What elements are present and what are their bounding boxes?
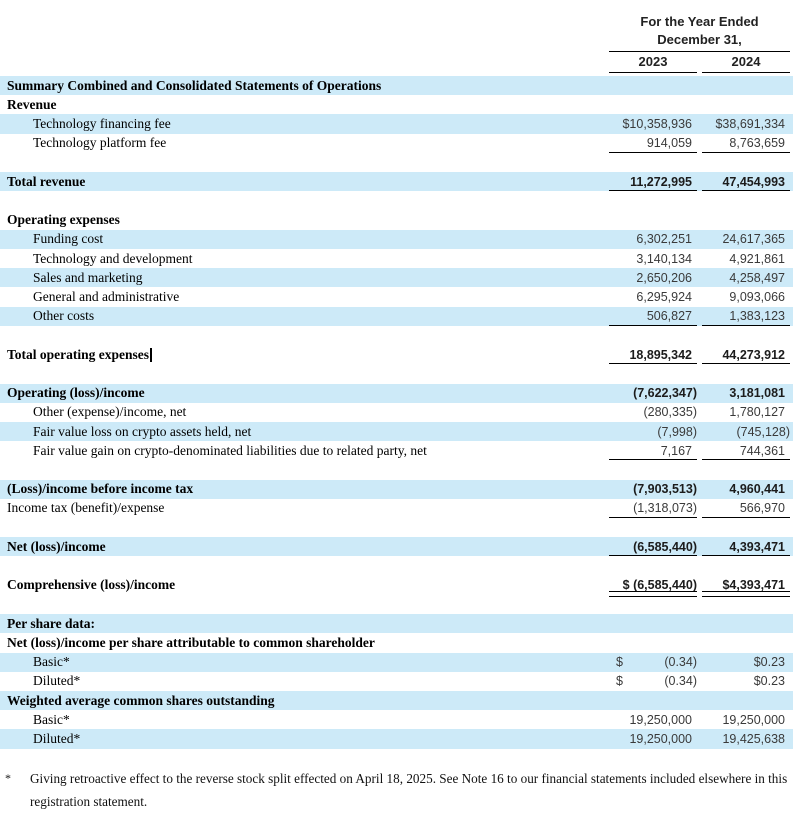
cell-value: 19,250,000 — [629, 712, 692, 727]
cell-value: 1,780,127 — [729, 405, 785, 420]
row-label-text: Total operating expenses — [7, 346, 150, 362]
row-label-text: Income tax (benefit)/expense — [7, 500, 165, 516]
row-label — [0, 268, 609, 287]
cell-value: 19,250,000 — [722, 712, 785, 727]
spacer-row — [0, 191, 793, 210]
cell-value: 7,167 — [660, 443, 692, 458]
row-label-text: Fair value loss on crypto assets held, net — [33, 423, 252, 439]
spacer-row — [0, 153, 793, 172]
row-label — [0, 480, 609, 499]
value-cell-2024 — [702, 307, 790, 326]
row-label — [0, 672, 609, 691]
cell-value: (0.34) — [664, 655, 697, 670]
row-label-text: Net (loss)/income — [7, 538, 106, 554]
row-label-text: Basic* — [33, 654, 70, 670]
row-label — [0, 441, 609, 460]
statement-row — [0, 653, 793, 672]
row-label-text: Other costs — [33, 308, 95, 324]
statement-row — [0, 172, 793, 191]
row-label — [0, 710, 609, 729]
footnote-marker: * — [5, 770, 11, 785]
value-cell-2024 — [702, 441, 790, 460]
cell-value: 4,921,861 — [729, 251, 785, 266]
row-label — [0, 249, 609, 268]
value-cell-2024 — [702, 710, 790, 729]
statement-row — [0, 114, 793, 133]
value-cell-2024 — [702, 345, 790, 364]
statement-row — [0, 268, 793, 287]
period-header — [609, 13, 790, 73]
cell-value: 47,454,993 — [722, 174, 785, 189]
value-cell-2024 — [702, 287, 790, 306]
cell-value: 19,250,000 — [629, 732, 692, 747]
statement-row — [0, 710, 793, 729]
row-label-text: Comprehensive (loss)/income — [7, 577, 176, 593]
statement-row — [0, 76, 793, 95]
value-cell-2024 — [702, 172, 790, 191]
cell-value: 566,970 — [739, 501, 785, 516]
value-cell-2024 — [702, 384, 790, 403]
row-label-text: Revenue — [7, 96, 57, 112]
value-cell-2023 — [609, 230, 697, 249]
row-label — [0, 422, 609, 441]
value-cell-2023 — [609, 729, 697, 748]
statement-row — [0, 614, 793, 633]
spacer-row — [0, 364, 793, 383]
value-cell-2024 — [702, 499, 790, 518]
row-label-text: General and administrative — [33, 289, 180, 305]
statement-rows — [0, 76, 793, 749]
row-label — [0, 576, 609, 595]
cell-value: 8,763,659 — [729, 136, 785, 151]
row-label — [0, 307, 609, 326]
value-cell-2024 — [702, 729, 790, 748]
value-cell-2024 — [702, 576, 790, 595]
value-cell-2023 — [609, 576, 697, 595]
cell-value: $0.23 — [753, 674, 785, 689]
row-label — [0, 287, 609, 306]
row-label-text: Technology financing fee — [33, 116, 171, 132]
statement-row — [0, 480, 793, 499]
spacer-row — [0, 595, 793, 614]
row-label-text: Weighted average common shares outstanding — [7, 692, 275, 708]
row-label-text: Basic* — [33, 711, 70, 727]
currency-symbol: $ — [616, 674, 623, 689]
statement-row — [0, 729, 793, 748]
statement-row — [0, 499, 793, 518]
row-label-text: Operating expenses — [7, 212, 120, 228]
spacer-row — [0, 326, 793, 345]
value-cell-2023 — [609, 76, 697, 95]
value-cell-2023 — [609, 114, 697, 133]
value-cell-2024 — [702, 268, 790, 287]
cell-value: (1,318,073) — [633, 501, 697, 516]
cell-value: 744,361 — [739, 443, 785, 458]
year-header-2023: 2023 — [609, 53, 697, 73]
row-label — [0, 499, 609, 518]
value-cell-2023 — [609, 633, 697, 652]
value-cell-2023 — [609, 710, 697, 729]
statement-row — [0, 633, 793, 652]
cell-value: (745,128) — [736, 424, 790, 439]
statement-row — [0, 211, 793, 230]
cell-value: 44,273,912 — [722, 347, 785, 362]
statement-row — [0, 441, 793, 460]
row-label — [0, 211, 609, 230]
row-label-text: Sales and marketing — [33, 269, 143, 285]
row-label-text: (Loss)/income before income tax — [7, 481, 194, 497]
statement-row — [0, 230, 793, 249]
cell-value: 11,272,995 — [630, 174, 692, 189]
statement-row — [0, 691, 793, 710]
row-label-text: Technology and development — [33, 250, 193, 266]
row-label — [0, 345, 609, 364]
row-label — [0, 691, 609, 710]
statement-row — [0, 134, 793, 153]
value-cell-2023 — [609, 345, 697, 364]
cell-value: $ (6,585,440) — [622, 578, 697, 593]
value-cell-2024 — [702, 114, 790, 133]
row-label — [0, 403, 609, 422]
value-cell-2024 — [702, 230, 790, 249]
row-label — [0, 76, 609, 95]
cell-value: 4,393,471 — [729, 539, 785, 554]
row-label — [0, 653, 609, 672]
year-column-headers — [609, 53, 790, 73]
statement-row — [0, 576, 793, 595]
cell-value: (7,622,347) — [633, 386, 697, 401]
row-label-text: Funding cost — [33, 231, 104, 247]
row-label — [0, 114, 609, 133]
value-cell-2023 — [609, 249, 697, 268]
cell-value: 506,827 — [646, 309, 692, 324]
cell-value: 24,617,365 — [722, 232, 785, 247]
row-label-text: Other (expense)/income, net — [33, 404, 187, 420]
statement-row — [0, 345, 793, 364]
spacer-row — [0, 518, 793, 537]
row-label — [0, 729, 609, 748]
statement-row — [0, 403, 793, 422]
cell-value: 9,093,066 — [729, 290, 785, 305]
text-cursor — [150, 348, 152, 362]
value-cell-2024 — [702, 422, 790, 441]
value-cell-2024 — [702, 95, 790, 114]
value-cell-2023 — [609, 614, 697, 633]
row-label — [0, 95, 609, 114]
row-label-text: Summary Combined and Consolidated Statements of Operations — [7, 77, 382, 93]
value-cell-2023 — [609, 441, 697, 460]
period-line-1: For the Year Ended — [640, 14, 759, 29]
value-cell-2024 — [702, 691, 790, 710]
row-label — [0, 134, 609, 153]
cell-value: (6,585,440) — [633, 539, 697, 554]
cell-value: $0.23 — [753, 655, 785, 670]
statement-row — [0, 422, 793, 441]
row-label — [0, 230, 609, 249]
cell-value: $10,358,936 — [622, 117, 692, 132]
row-label — [0, 633, 609, 652]
value-cell-2023 — [609, 499, 697, 518]
value-cell-2023 — [609, 172, 697, 191]
row-label-text: Net (loss)/income per share attributable to common shareholder — [7, 634, 375, 650]
cell-value: (0.34) — [664, 674, 697, 689]
year-header-2024: 2024 — [702, 53, 790, 73]
value-cell-2023 — [609, 95, 697, 114]
statement-row — [0, 672, 793, 691]
value-cell-2024 — [702, 537, 790, 556]
footnote-text: Giving retroactive effect to the reverse stock split effected on April 18, 2025. See Note 16 to our financial statements included elsewhere in this registration statement. — [30, 770, 788, 809]
value-cell-2023 — [609, 384, 697, 403]
value-cell-2024 — [702, 672, 790, 691]
row-label-text: Diluted* — [33, 731, 81, 747]
cell-value: 3,140,134 — [636, 251, 692, 266]
cell-value: 19,425,638 — [722, 732, 785, 747]
value-cell-2024 — [702, 76, 790, 95]
value-cell-2024 — [702, 249, 790, 268]
cell-value: 3,181,081 — [729, 386, 785, 401]
value-cell-2024 — [702, 403, 790, 422]
statement-row — [0, 287, 793, 306]
value-cell-2023 — [609, 537, 697, 556]
statement-row — [0, 537, 793, 556]
value-cell-2024 — [702, 134, 790, 153]
period-line-2: December 31, — [609, 31, 790, 52]
cell-value: 18,895,342 — [629, 347, 692, 362]
statement-row — [0, 307, 793, 326]
row-label-text: Total revenue — [7, 173, 86, 189]
value-cell-2023 — [609, 672, 697, 691]
value-cell-2023 — [609, 422, 697, 441]
cell-value: 914,059 — [646, 136, 692, 151]
row-label-text: Operating (loss)/income — [7, 385, 145, 401]
statement-row — [0, 249, 793, 268]
value-cell-2023 — [609, 211, 697, 230]
cell-value: 4,960,441 — [729, 482, 785, 497]
value-cell-2024 — [702, 633, 790, 652]
value-cell-2023 — [609, 653, 697, 672]
row-label — [0, 172, 609, 191]
period-header-zone — [0, 0, 805, 76]
spacer-row — [0, 556, 793, 575]
value-cell-2024 — [702, 480, 790, 499]
row-label-text: Fair value gain on crypto-denominated liabilities due to related party, net — [33, 442, 427, 458]
statement-row — [0, 95, 793, 114]
cell-value: 1,383,123 — [729, 309, 785, 324]
value-cell-2023 — [609, 691, 697, 710]
value-cell-2023 — [609, 268, 697, 287]
row-label-text: Per share data: — [7, 615, 95, 631]
cell-value: $4,393,471 — [722, 578, 785, 593]
cell-value: 6,295,924 — [636, 290, 692, 305]
cell-value: (280,335) — [643, 405, 697, 420]
cell-value: (7,903,513) — [633, 482, 697, 497]
value-cell-2023 — [609, 480, 697, 499]
spacer-row — [0, 460, 793, 479]
row-label-text: Technology platform fee — [33, 135, 167, 151]
statement-row — [0, 384, 793, 403]
row-label — [0, 614, 609, 633]
row-label-text: Diluted* — [33, 673, 81, 689]
value-cell-2024 — [702, 211, 790, 230]
value-cell-2024 — [702, 614, 790, 633]
cell-value: 6,302,251 — [636, 232, 692, 247]
currency-symbol: $ — [616, 655, 623, 670]
cell-value: (7,998) — [657, 424, 697, 439]
cell-value: 4,258,497 — [729, 270, 785, 285]
value-cell-2024 — [702, 653, 790, 672]
cell-value: $38,691,334 — [715, 117, 785, 132]
cell-value: 2,650,206 — [636, 270, 692, 285]
row-label — [0, 537, 609, 556]
value-cell-2023 — [609, 307, 697, 326]
value-cell-2023 — [609, 403, 697, 422]
row-label — [0, 384, 609, 403]
value-cell-2023 — [609, 287, 697, 306]
value-cell-2023 — [609, 134, 697, 153]
footnote — [0, 767, 788, 813]
